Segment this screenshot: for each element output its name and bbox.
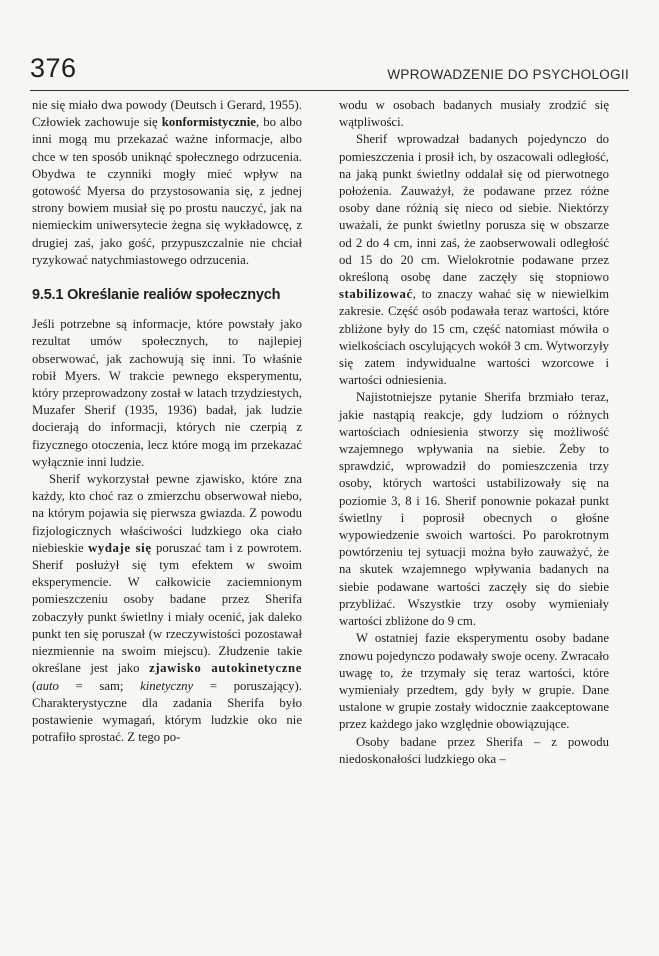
- left-column: [32, 97, 302, 746]
- paragraph: [32, 97, 302, 269]
- paragraph: Osoby badane przez Sherifa – z powodu niedoskonałości ludzkiego oka –: [339, 734, 609, 766]
- paragraph: Najistotniejsze pytanie Sherifa brzmiało teraz, jakie nastąpią reakcje, gdy ludziom o różnych wartościach odniesienia stworzy się możliwość wzajemnego wpływania na siebie. Żeby to sprawdzić, wprowadził do pomieszczenia trzy osoby, których wartości ustabilizowały się na poziomie 3, 8 i 16. Sherif ponownie pokazał punkt świetlny i poprosił obecnych o głośne wypowiedzenie swoich wartości. Po parokrotnym powtórzeniu tej sytuacji można było zauważyć, że na skutek wzajemnego wpływania badanych na siebie podawane wartości zaczęły się do siebie przybliżać. Wszystkie trzy osoby wymieniały wartości zbliżone do 9 cm.: [339, 390, 609, 629]
- text-run: nie się miało dwa powody (Deutsch i Gerard, 1955). Człowiek zachowuje się: [32, 98, 302, 130]
- bold-term: zjawisko autokinetyczne: [149, 661, 302, 676]
- italic-term: kinetyczny: [140, 678, 194, 693]
- text-run: , bo albo inni mogą mu przekazać ważne informacje, albo chce w ten sposób uniknąć społecznego odrzucenia. Obydwa te czynniki mogły mieć wpływ na gotowość Myersa do przystosowania się, z jednej strony bowiem musiał się po prostu nauczyć, jak na niemieckim uniwersytecie żegna się wykładowcę, z drugiej zaś, jako gość, przypuszczalnie nie chciał ryzykować natychmiastowego odrzucenia.: [32, 115, 303, 267]
- page-header: [30, 52, 629, 91]
- section-heading: 9.5.1 Określanie realiów społecznych: [32, 287, 281, 304]
- paragraph: wodu w osobach badanych musiały zrodzić się wątpliwości.: [339, 98, 609, 130]
- bold-term: stabilizować: [339, 287, 413, 302]
- text-run: , to znaczy wahać się w niewielkim zakresie. Część osób podawała teraz wartości, które zbliżone były do 15 cm, część natomiast mówiła o wielkościach oscylujących wokół 3 cm. Wytworzyły się zatem indywidualne wartości wzorcowe i wartości odniesienia.: [339, 287, 609, 388]
- running-head: WPROWADZENIE DO PSYCHOLOGII: [387, 67, 629, 82]
- bold-term: wydaje się: [88, 540, 152, 555]
- page-number: 376: [30, 53, 77, 83]
- text-run: = poruszający). Charakterystyczne dla zadania Sherifa było postawienie wymagań, którym ludzkie oko nie potrafiło sprostać. Z tego po-: [32, 678, 302, 745]
- text-run: (: [32, 678, 37, 693]
- text-run: Sherif wykorzystał pewne zjawisko, które zna każdy, kto choć raz o zmierzchu obserwował niebo, na którym pojawia się pierwsza gwiazda. Z powodu fizjologicznych właściwości ludzkiego oka ciało niebieskie: [32, 472, 302, 555]
- bold-term: konformistycznie: [161, 115, 256, 130]
- text-run: poruszać tam i z powrotem. Sherif posłużył się tym efektem w swoim eksperymencie. W całkowicie zaciemnionym pomieszczeniu osoby badane przez Sherifa zobaczyły punkt świetlny i miały ocenić, jak daleko punkt ten się poruszał (w rzeczywistości pozostawał niezmiennie na swoim miejscu). Złudzenie takie określane jest jako: [32, 540, 302, 676]
- right-column: [339, 97, 609, 768]
- paragraph: Jeśli potrzebne są informacje, które powstały jako rezultat umów społecznych, to najlepiej obserwować, jak zachowują się inni. To właśnie robił Myers. W trakcie pewnego eksperymentu, który przeprowadzony został w latach trzydziestych, Muzafer Sherif (1935, 1936) badał, jak ludzie docierają do informacji, których nie czerpią z fizycznego otoczenia, lecz które mogą im przekazać wyłącznie inni ludzie.: [32, 317, 302, 469]
- italic-term: auto: [36, 678, 59, 693]
- text-run: Sherif wprowadzał badanych pojedynczo do pomieszczenia i prosił ich, by oszacowali odległość, na jaką punkt świetlny oddalał się od pierwotnego położenia. Zauważył, że podawane przez różne osoby dane różnią się nieco od siebie. Niektórzy uważali, że punkt świetlny porusza się w obszarze od 2 do 4 cm, inni zaś, że zaobserwowali odległość od 15 do 20 cm. Wielokrotnie podawane przez określoną osobę dane zaczęły się stopniowo: [339, 132, 609, 285]
- paragraph: [339, 131, 609, 389]
- text-run: = sam;: [58, 678, 141, 693]
- paragraph: [32, 471, 302, 746]
- paragraph: W ostatniej fazie eksperymentu osoby badane znowu pojedynczo podawały swoje oceny. Zwracało uwagę to, że trzymały się teraz wartości, które wymieniały przedtem, gdy były w grupie. Dane ustalone w grupie zostały widocznie zaakceptowane przez każdego jako względnie obowiązujące.: [339, 631, 609, 732]
